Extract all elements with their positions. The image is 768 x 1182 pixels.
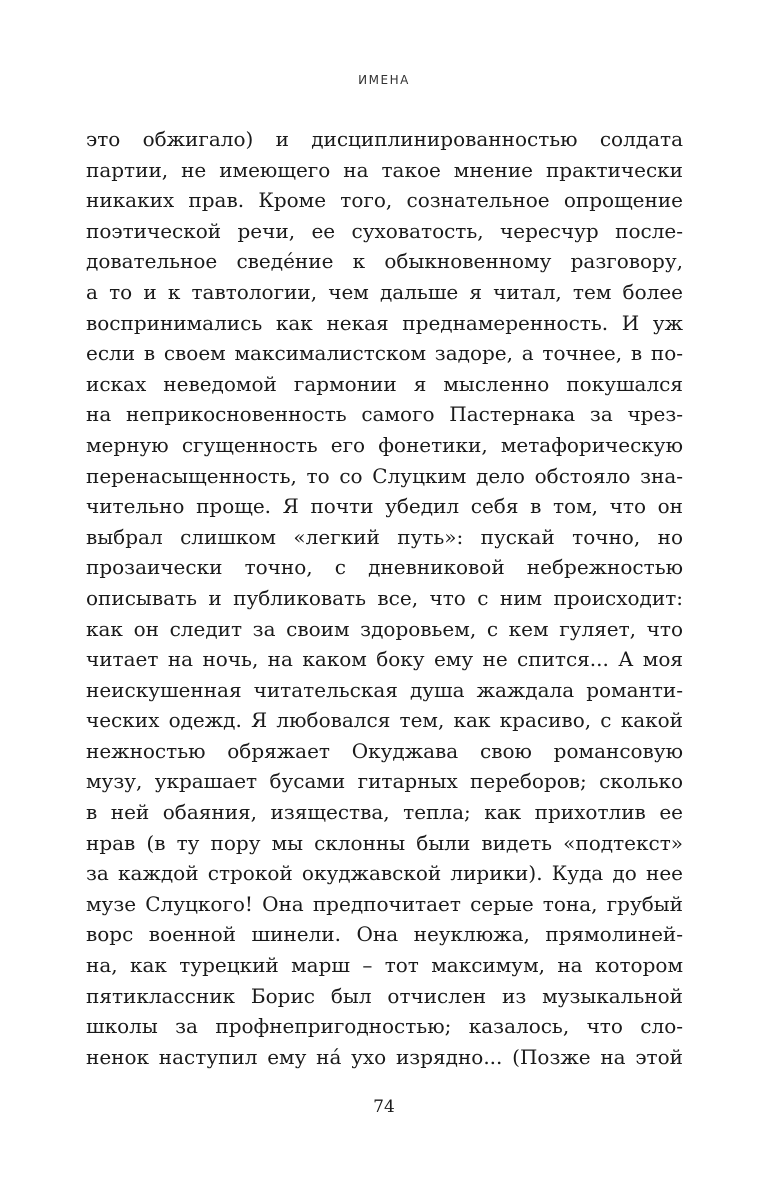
text-line: исках неведомой гармонии я мысленно покушался — [86, 371, 683, 396]
text-line: прозаически точно, с дневниковой небрежностью — [86, 555, 683, 580]
text-line: описывать и публиковать все, что с ним происходит: — [86, 585, 683, 610]
text-line: ворс военной шинели. Она неуклюжа, прямолиней- — [86, 922, 683, 947]
text-line: школы за профнепригодностью; казалось, что сло- — [86, 1014, 683, 1039]
text-line: на неприкосновенность самого Пастернака за чрез- — [86, 402, 683, 427]
text-line: чительно проще. Я почти убедил себя в том, что он — [86, 494, 683, 519]
text-line: это обжигало) и дисциплинированностью солдата — [86, 127, 683, 151]
text-line: неискушенная читательская душа жаждала романти- — [86, 677, 683, 702]
text-line: поэтической речи, ее суховатость, чересчур после- — [86, 218, 683, 243]
text-line: ческих одежд. Я любовался тем, как красиво, с какой — [86, 708, 683, 733]
text-line: читает на ночь, на каком боку ему не спится... А моя — [86, 647, 683, 672]
text-line: нрав (в ту пору мы склонны были видеть «подтекст» — [86, 830, 683, 855]
text-line: выбрал слишком «легкий путь»: пускай точно, но — [86, 524, 683, 549]
text-line: нежностью обряжает Окуджава свою романсовую — [86, 738, 683, 763]
text-line: довательное сведéние к обыкновенному разговору, — [86, 249, 683, 274]
text-line: партии, не имеющего на такое мнение практически — [86, 157, 683, 182]
text-line: музе Слуцкого! Она предпочитает серые тона, грубый — [86, 891, 683, 916]
text-line: а то и к тавтологии, чем дальше я читал, тем более — [86, 279, 683, 304]
text-line: в ней обаяния, изящества, тепла; как прихотлив ее — [86, 800, 683, 825]
text-line: на, как турецкий марш – тот максимум, на котором — [86, 953, 683, 978]
text-line: никаких прав. Кроме того, сознательное опрощение — [86, 188, 683, 213]
text-line: ненок наступил ему нá ухо изрядно... (Позже на этой — [86, 1044, 683, 1069]
text-line: перенасыщенность, то со Слуцким дело обстояло зна- — [86, 463, 683, 488]
text-line: музу, украшает бусами гитарных переборов; сколько — [86, 769, 683, 794]
text-line: если в своем максималистском задоре, а точнее, в по- — [86, 341, 683, 366]
text-line: пятиклассник Борис был отчислен из музыкальной — [86, 983, 683, 1008]
running-title: ИМЕНА — [358, 73, 410, 87]
body-text — [86, 124, 683, 1072]
text-line: мерную сгущенность его фонетики, метафорическую — [86, 432, 683, 457]
text-line: как он следит за своим здоровьем, с кем гуляет, что — [86, 616, 683, 641]
text-line: воспринимались как некая преднамеренность. И уж — [86, 310, 683, 335]
page-number: 74 — [373, 1097, 395, 1117]
text-line: за каждой строкой окуджавской лирики). Куда до нее — [86, 861, 683, 886]
